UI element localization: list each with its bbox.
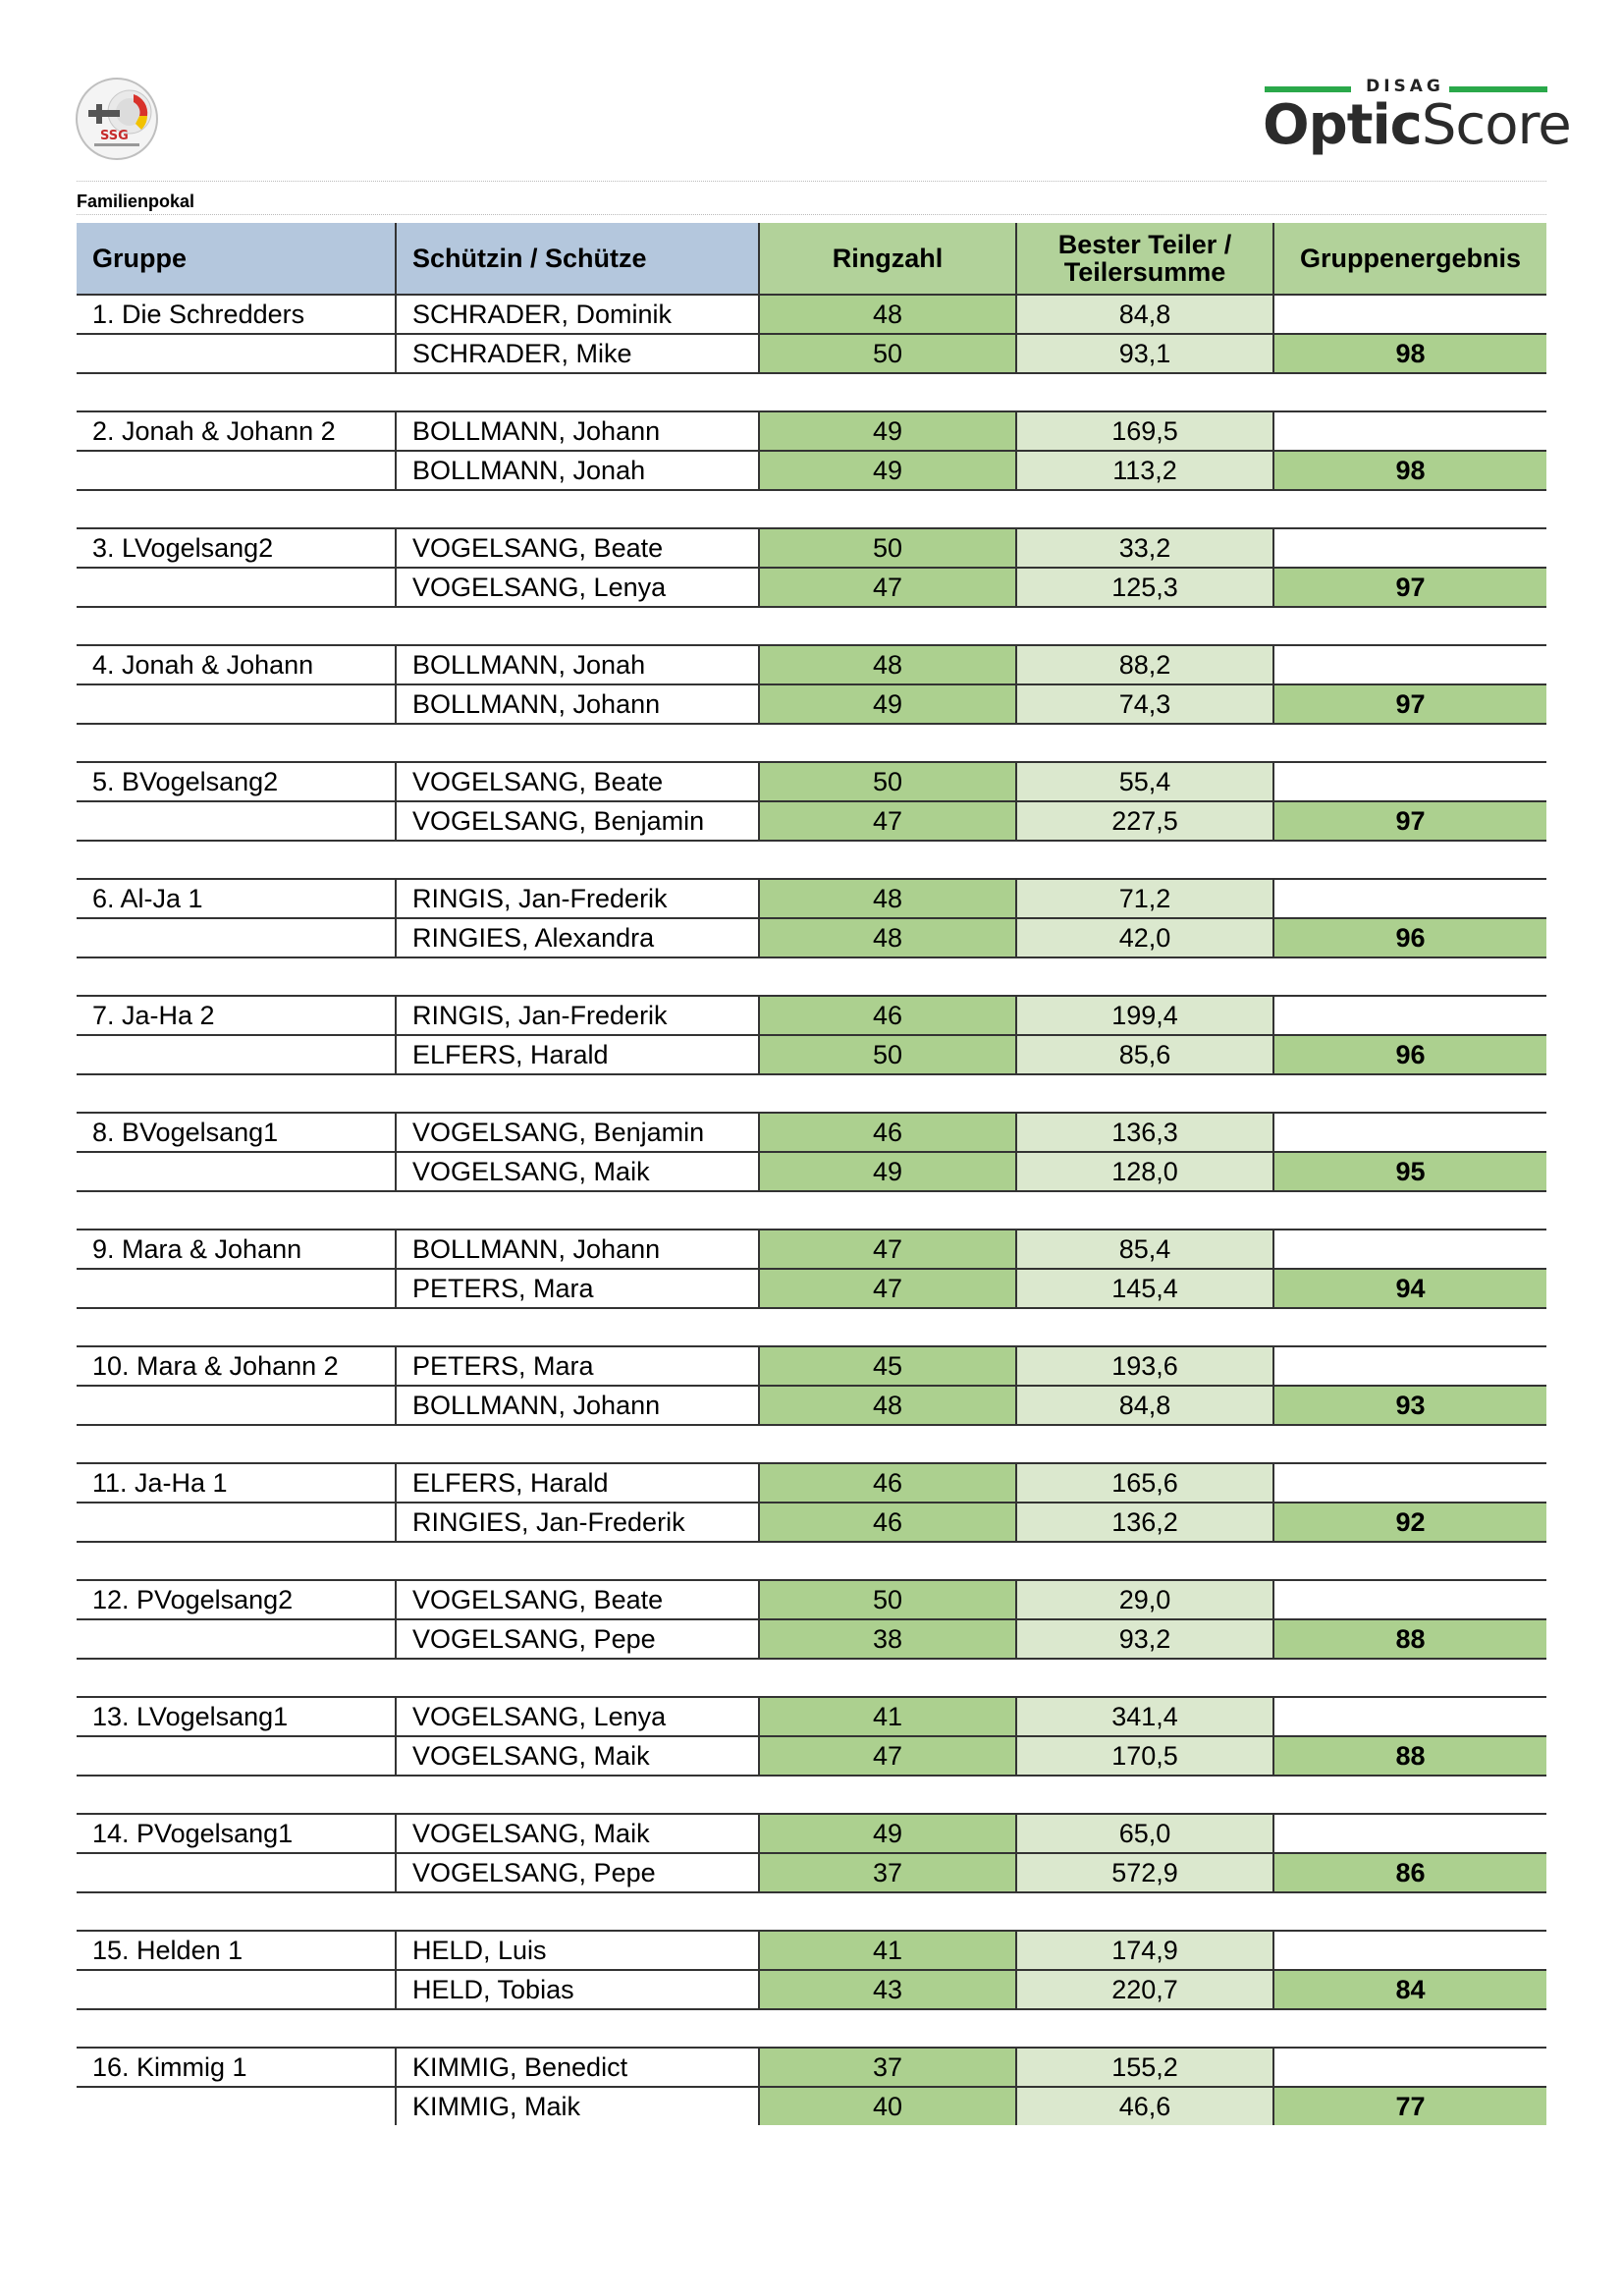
table-row <box>77 1463 1546 1503</box>
spacer-cell <box>77 1074 1546 1113</box>
table-row <box>77 1736 1546 1776</box>
teiler-cell: 42,0 <box>1016 918 1273 957</box>
shooter-name: VOGELSANG, Pepe <box>396 1619 759 1659</box>
group-name-empty <box>77 1386 396 1425</box>
group-name-empty <box>77 451 396 490</box>
shooter-name: HELD, Luis <box>396 1931 759 1970</box>
group-name-empty <box>77 2087 396 2125</box>
spacer-cell <box>77 1776 1546 1814</box>
group-result: 98 <box>1273 334 1546 373</box>
table-row <box>77 1697 1546 1736</box>
header-gruppenergebnis: Gruppenergebnis <box>1273 223 1546 295</box>
teiler-cell: 572,9 <box>1016 1853 1273 1892</box>
teiler-cell: 85,6 <box>1016 1035 1273 1074</box>
shooter-name: BOLLMANN, Johann <box>396 1230 759 1269</box>
teiler-cell: 29,0 <box>1016 1580 1273 1619</box>
shooter-name: RINGIS, Jan-Frederik <box>396 879 759 918</box>
group-spacer-row <box>77 490 1546 528</box>
shooter-name: RINGIES, Alexandra <box>396 918 759 957</box>
teiler-cell: 84,8 <box>1016 1386 1273 1425</box>
spacer-cell <box>77 1892 1546 1931</box>
table-row <box>77 1230 1546 1269</box>
table-row <box>77 528 1546 568</box>
result-cell-empty <box>1273 2048 1546 2087</box>
teiler-cell: 341,4 <box>1016 1697 1273 1736</box>
header-teiler: Bester Teiler / Teilersumme <box>1016 223 1273 295</box>
group-name: 2. Jonah & Johann 2 <box>77 411 396 451</box>
ringzahl-cell: 49 <box>759 451 1016 490</box>
group-name-empty <box>77 334 396 373</box>
group-spacer-row <box>77 1308 1546 1346</box>
shooter-name: KIMMIG, Maik <box>396 2087 759 2125</box>
table-row <box>77 1580 1546 1619</box>
shooter-name: VOGELSANG, Beate <box>396 528 759 568</box>
table-row <box>77 334 1546 373</box>
ringzahl-cell: 50 <box>759 334 1016 373</box>
teiler-cell: 113,2 <box>1016 451 1273 490</box>
teiler-cell: 74,3 <box>1016 684 1273 724</box>
shooter-name: BOLLMANN, Jonah <box>396 645 759 684</box>
group-result: 92 <box>1273 1503 1546 1542</box>
group-spacer-row <box>77 1425 1546 1463</box>
spacer-cell <box>77 1659 1546 1697</box>
teiler-cell: 125,3 <box>1016 568 1273 607</box>
group-name-empty <box>77 1035 396 1074</box>
group-spacer-row <box>77 1542 1546 1580</box>
spacer-cell <box>77 1425 1546 1463</box>
teiler-cell: 65,0 <box>1016 1814 1273 1853</box>
table-row <box>77 918 1546 957</box>
group-name: 9. Mara & Johann <box>77 1230 396 1269</box>
teiler-cell: 84,8 <box>1016 295 1273 334</box>
group-name: 14. PVogelsang1 <box>77 1814 396 1853</box>
table-row <box>77 1970 1546 2009</box>
ringzahl-cell: 47 <box>759 801 1016 841</box>
group-name: 5. BVogelsang2 <box>77 762 396 801</box>
ringzahl-cell: 46 <box>759 1503 1016 1542</box>
group-name: 16. Kimmig 1 <box>77 2048 396 2087</box>
ringzahl-cell: 46 <box>759 996 1016 1035</box>
results-table <box>77 223 1546 2125</box>
group-name-empty <box>77 684 396 724</box>
table-row <box>77 1814 1546 1853</box>
header-schuetze: Schützin / Schütze <box>396 223 759 295</box>
teiler-cell: 71,2 <box>1016 879 1273 918</box>
group-name-empty <box>77 918 396 957</box>
teiler-cell: 128,0 <box>1016 1152 1273 1191</box>
spacer-cell <box>77 1542 1546 1580</box>
teiler-cell: 46,6 <box>1016 2087 1273 2125</box>
shooter-name: VOGELSANG, Maik <box>396 1814 759 1853</box>
teiler-cell: 93,2 <box>1016 1619 1273 1659</box>
group-spacer-row <box>77 1776 1546 1814</box>
teiler-cell: 136,3 <box>1016 1113 1273 1152</box>
ringzahl-cell: 49 <box>759 684 1016 724</box>
group-spacer-row <box>77 1074 1546 1113</box>
group-name: 4. Jonah & Johann <box>77 645 396 684</box>
teiler-cell: 199,4 <box>1016 996 1273 1035</box>
result-cell-empty <box>1273 1230 1546 1269</box>
table-row <box>77 2048 1546 2087</box>
group-name: 10. Mara & Johann 2 <box>77 1346 396 1386</box>
ringzahl-cell: 48 <box>759 879 1016 918</box>
ssg-club-emblem-icon <box>75 77 159 161</box>
group-result: 97 <box>1273 568 1546 607</box>
ringzahl-cell: 40 <box>759 2087 1016 2125</box>
group-result: 96 <box>1273 1035 1546 1074</box>
ringzahl-cell: 45 <box>759 1346 1016 1386</box>
shooter-name: BOLLMANN, Johann <box>396 1386 759 1425</box>
teiler-cell: 169,5 <box>1016 411 1273 451</box>
shooter-name: BOLLMANN, Johann <box>396 684 759 724</box>
group-name: 12. PVogelsang2 <box>77 1580 396 1619</box>
table-row <box>77 411 1546 451</box>
ringzahl-cell: 41 <box>759 1931 1016 1970</box>
teiler-cell: 227,5 <box>1016 801 1273 841</box>
table-row <box>77 1931 1546 1970</box>
table-row <box>77 1503 1546 1542</box>
group-spacer-row <box>77 2009 1546 2048</box>
teiler-cell: 145,4 <box>1016 1269 1273 1308</box>
ringzahl-cell: 50 <box>759 528 1016 568</box>
group-name-empty <box>77 1619 396 1659</box>
group-name-empty <box>77 1152 396 1191</box>
group-spacer-row <box>77 957 1546 996</box>
result-cell-empty <box>1273 528 1546 568</box>
ringzahl-cell: 48 <box>759 1386 1016 1425</box>
ringzahl-cell: 48 <box>759 645 1016 684</box>
group-name: 6. Al-Ja 1 <box>77 879 396 918</box>
group-name: 3. LVogelsang2 <box>77 528 396 568</box>
header-divider <box>77 181 1546 182</box>
table-body <box>77 295 1546 2125</box>
group-result: 97 <box>1273 684 1546 724</box>
teiler-cell: 33,2 <box>1016 528 1273 568</box>
group-name: 13. LVogelsang1 <box>77 1697 396 1736</box>
group-result: 97 <box>1273 801 1546 841</box>
group-result: 88 <box>1273 1736 1546 1776</box>
teiler-cell: 93,1 <box>1016 334 1273 373</box>
document-title: Familienpokal <box>77 191 195 211</box>
table-row <box>77 762 1546 801</box>
table-row <box>77 996 1546 1035</box>
ringzahl-cell: 48 <box>759 295 1016 334</box>
group-spacer-row <box>77 1892 1546 1931</box>
result-cell-empty <box>1273 1113 1546 1152</box>
spacer-cell <box>77 1191 1546 1230</box>
table-row <box>77 1152 1546 1191</box>
shooter-name: HELD, Tobias <box>396 1970 759 2009</box>
table-row <box>77 568 1546 607</box>
group-result: 84 <box>1273 1970 1546 2009</box>
table-row <box>77 1619 1546 1659</box>
table-row <box>77 1113 1546 1152</box>
result-cell-empty <box>1273 295 1546 334</box>
teiler-cell: 193,6 <box>1016 1346 1273 1386</box>
group-result: 95 <box>1273 1152 1546 1191</box>
group-spacer-row <box>77 841 1546 879</box>
group-result: 98 <box>1273 451 1546 490</box>
table-row <box>77 1386 1546 1425</box>
teiler-cell: 155,2 <box>1016 2048 1273 2087</box>
shooter-name: VOGELSANG, Beate <box>396 762 759 801</box>
group-name: 1. Die Schredders <box>77 295 396 334</box>
group-spacer-row <box>77 1659 1546 1697</box>
teiler-cell: 174,9 <box>1016 1931 1273 1970</box>
ringzahl-cell: 50 <box>759 1580 1016 1619</box>
table-row <box>77 645 1546 684</box>
table-row <box>77 1035 1546 1074</box>
result-cell-empty <box>1273 1346 1546 1386</box>
shooter-name: VOGELSANG, Benjamin <box>396 801 759 841</box>
table-row <box>77 295 1546 334</box>
shooter-name: VOGELSANG, Beate <box>396 1580 759 1619</box>
group-spacer-row <box>77 373 1546 411</box>
group-name-empty <box>77 801 396 841</box>
shooter-name: PETERS, Mara <box>396 1269 759 1308</box>
table-row <box>77 451 1546 490</box>
svg-text:SSG: SSG <box>100 129 129 143</box>
spacer-cell <box>77 957 1546 996</box>
result-cell-empty <box>1273 645 1546 684</box>
shooter-name: KIMMIG, Benedict <box>396 2048 759 2087</box>
disag-opticscore-logo <box>1263 77 1571 159</box>
result-cell-empty <box>1273 1463 1546 1503</box>
shooter-name: ELFERS, Harald <box>396 1035 759 1074</box>
shooter-name: VOGELSANG, Lenya <box>396 1697 759 1736</box>
spacer-cell <box>77 724 1546 762</box>
ringzahl-cell: 49 <box>759 411 1016 451</box>
group-name-empty <box>77 1736 396 1776</box>
shooter-name: VOGELSANG, Maik <box>396 1152 759 1191</box>
result-cell-empty <box>1273 879 1546 918</box>
teiler-cell: 170,5 <box>1016 1736 1273 1776</box>
ringzahl-cell: 47 <box>759 1269 1016 1308</box>
table-row <box>77 801 1546 841</box>
result-cell-empty <box>1273 1931 1546 1970</box>
title-divider <box>77 214 1546 215</box>
ringzahl-cell: 37 <box>759 1853 1016 1892</box>
ringzahl-cell: 50 <box>759 762 1016 801</box>
group-spacer-row <box>77 1191 1546 1230</box>
brand-opticscore-label: OpticScore <box>1263 93 1571 157</box>
shooter-name: PETERS, Mara <box>396 1346 759 1386</box>
teiler-cell: 55,4 <box>1016 762 1273 801</box>
header-gruppe: Gruppe <box>77 223 396 295</box>
group-name-empty <box>77 1970 396 2009</box>
table-row <box>77 684 1546 724</box>
header-ringzahl: Ringzahl <box>759 223 1016 295</box>
ringzahl-cell: 43 <box>759 1970 1016 2009</box>
ringzahl-cell: 48 <box>759 918 1016 957</box>
spacer-cell <box>77 490 1546 528</box>
group-result: 96 <box>1273 918 1546 957</box>
ringzahl-cell: 47 <box>759 1230 1016 1269</box>
shooter-name: BOLLMANN, Johann <box>396 411 759 451</box>
brand-disag-label: DISAG <box>1366 77 1444 96</box>
spacer-cell <box>77 841 1546 879</box>
group-spacer-row <box>77 607 1546 645</box>
group-name: 15. Helden 1 <box>77 1931 396 1970</box>
table-row <box>77 1853 1546 1892</box>
ringzahl-cell: 41 <box>759 1697 1016 1736</box>
teiler-cell: 220,7 <box>1016 1970 1273 2009</box>
teiler-cell: 136,2 <box>1016 1503 1273 1542</box>
group-name-empty <box>77 1853 396 1892</box>
group-result: 93 <box>1273 1386 1546 1425</box>
shooter-name: BOLLMANN, Jonah <box>396 451 759 490</box>
ringzahl-cell: 50 <box>759 1035 1016 1074</box>
shooter-name: VOGELSANG, Pepe <box>396 1853 759 1892</box>
shooter-name: VOGELSANG, Maik <box>396 1736 759 1776</box>
shooter-name: VOGELSANG, Lenya <box>396 568 759 607</box>
group-name-empty <box>77 1269 396 1308</box>
spacer-cell <box>77 1308 1546 1346</box>
ringzahl-cell: 38 <box>759 1619 1016 1659</box>
result-cell-empty <box>1273 411 1546 451</box>
shooter-name: RINGIS, Jan-Frederik <box>396 996 759 1035</box>
spacer-cell <box>77 2009 1546 2048</box>
group-result: 77 <box>1273 2087 1546 2125</box>
group-name: 7. Ja-Ha 2 <box>77 996 396 1035</box>
group-spacer-row <box>77 724 1546 762</box>
table-row <box>77 2087 1546 2125</box>
result-cell-empty <box>1273 1697 1546 1736</box>
shooter-name: SCHRADER, Mike <box>396 334 759 373</box>
shooter-name: VOGELSANG, Benjamin <box>396 1113 759 1152</box>
group-result: 86 <box>1273 1853 1546 1892</box>
group-name-empty <box>77 568 396 607</box>
ringzahl-cell: 46 <box>759 1463 1016 1503</box>
table-row <box>77 1269 1546 1308</box>
result-cell-empty <box>1273 1580 1546 1619</box>
shooter-name: RINGIES, Jan-Frederik <box>396 1503 759 1542</box>
ringzahl-cell: 49 <box>759 1152 1016 1191</box>
club-logo <box>75 77 159 161</box>
teiler-cell: 165,6 <box>1016 1463 1273 1503</box>
spacer-cell <box>77 373 1546 411</box>
group-name-empty <box>77 1503 396 1542</box>
result-cell-empty <box>1273 762 1546 801</box>
ringzahl-cell: 49 <box>759 1814 1016 1853</box>
ringzahl-cell: 46 <box>759 1113 1016 1152</box>
ringzahl-cell: 47 <box>759 568 1016 607</box>
shooter-name: SCHRADER, Dominik <box>396 295 759 334</box>
teiler-cell: 88,2 <box>1016 645 1273 684</box>
spacer-cell <box>77 607 1546 645</box>
ringzahl-cell: 37 <box>759 2048 1016 2087</box>
group-name: 8. BVogelsang1 <box>77 1113 396 1152</box>
ringzahl-cell: 47 <box>759 1736 1016 1776</box>
result-cell-empty <box>1273 1814 1546 1853</box>
group-result: 94 <box>1273 1269 1546 1308</box>
result-cell-empty <box>1273 996 1546 1035</box>
group-name: 11. Ja-Ha 1 <box>77 1463 396 1503</box>
group-result: 88 <box>1273 1619 1546 1659</box>
table-row <box>77 879 1546 918</box>
teiler-cell: 85,4 <box>1016 1230 1273 1269</box>
table-header-row <box>77 223 1546 295</box>
shooter-name: ELFERS, Harald <box>396 1463 759 1503</box>
table-row <box>77 1346 1546 1386</box>
